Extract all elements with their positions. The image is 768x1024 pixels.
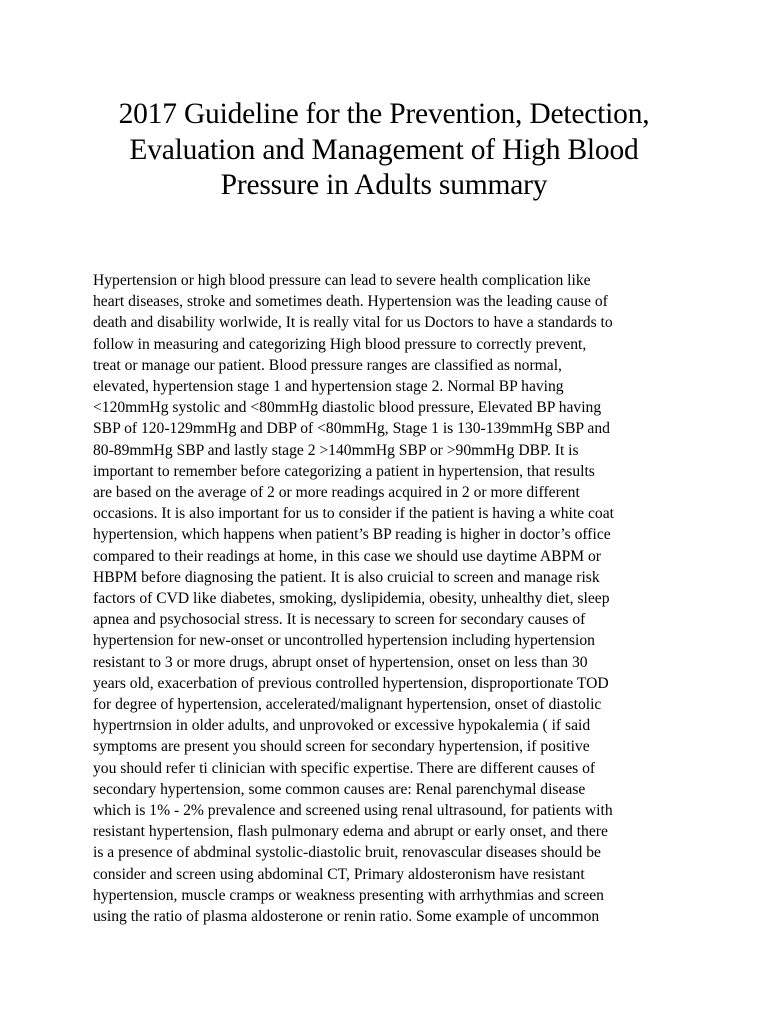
- document-title: [60, 97, 708, 204]
- paragraph-line: 80-89mmHg SBP and lastly stage 2 >140mmHg SBP or >90mmHg DBP. It is: [93, 441, 579, 459]
- title-line: 2017 Guideline for the Prevention, Detection,: [118, 98, 650, 130]
- paragraph-line: hypertension, which happens when patient’s BP reading is higher in doctor’s office: [93, 526, 611, 544]
- paragraph-line: for degree of hypertension, accelerated/malignant hypertension, onset of diastolic: [93, 696, 602, 714]
- paragraph-line: hypertension, muscle cramps or weakness presenting with arrhythmias and screen: [93, 886, 604, 904]
- paragraph-line: death and disability worlwide, It is really vital for us Doctors to have a standards to: [93, 314, 613, 332]
- paragraph-line: symptoms are present you should screen for secondary hypertension, if positive: [93, 738, 590, 756]
- paragraph-line: treat or manage our patient. Blood pressure ranges are classified as normal,: [93, 356, 562, 374]
- paragraph-line: apnea and psychosocial stress. It is necessary to screen for secondary causes of: [93, 611, 586, 629]
- paragraph-line: <120mmHg systolic and <80mmHg diastolic blood pressure, Elevated BP having: [93, 399, 602, 417]
- paragraph-line: using the ratio of plasma aldosterone or renin ratio. Some example of uncommon: [93, 908, 600, 926]
- title-line: Evaluation and Management of High Blood: [129, 133, 639, 166]
- paragraph-line: heart diseases, stroke and sometimes death. Hypertension was the leading cause of: [93, 293, 608, 311]
- title-line: Pressure in Adults summary: [220, 169, 548, 201]
- paragraph-line: SBP of 120-129mmHg and DBP of <80mmHg, Stage 1 is 130-139mmHg SBP and: [93, 420, 610, 438]
- paragraph-line: hypertension for new-onset or uncontrolled hypertension including hypertension: [93, 632, 595, 650]
- paragraph-line: are based on the average of 2 or more readings acquired in 2 or more different: [93, 484, 580, 502]
- paragraph-line: compared to their readings at home, in this case we should use daytime ABPM or: [93, 547, 601, 565]
- paragraph-line: resistant to 3 or more drugs, abrupt onset of hypertension, onset on less than 30: [93, 653, 588, 671]
- paragraph-line: HBPM before diagnosing the patient. It is also cruicial to screen and manage risk: [93, 568, 600, 586]
- paragraph-line: years old, exacerbation of previous controlled hypertension, disproportionate TOD: [93, 674, 609, 692]
- paragraph-line: factors of CVD like diabetes, smoking, dyslipidemia, obesity, unhealthy diet, sleep: [93, 590, 610, 608]
- paragraph-line: secondary hypertension, some common causes are: Renal parenchymal disease: [93, 780, 586, 798]
- paragraph-line: important to remember before categorizing a patient in hypertension, that results: [93, 462, 595, 480]
- paragraph-line: resistant hypertension, flash pulmonary edema and abrupt or early onset, and there: [93, 823, 608, 841]
- paragraph-line: occasions. It is also important for us to consider if the patient is having a white coat: [93, 505, 614, 523]
- paragraph-line: is a presence of abdminal systolic-diastolic bruit, renovascular diseases should be: [93, 844, 601, 862]
- paragraph-line: elevated, hypertension stage 1 and hypertension stage 2. Normal BP having: [93, 378, 564, 396]
- summary-paragraph: [93, 270, 693, 927]
- paragraph-line: follow in measuring and categorizing High blood pressure to correctly prevent,: [93, 335, 587, 353]
- paragraph-line: consider and screen using abdominal CT, Primary aldosteronism have resistant: [93, 865, 585, 883]
- paragraph-line: which is 1% - 2% prevalence and screened using renal ultrasound, for patients with: [93, 802, 613, 820]
- paragraph-line: Hypertension or high blood pressure can lead to severe health complication like: [93, 272, 591, 289]
- paragraph-line: you should refer ti clinician with specific expertise. There are different causes of: [93, 759, 596, 777]
- paragraph-line: hypertrnsion in older adults, and unprovoked or excessive hypokalemia ( if said: [93, 717, 591, 735]
